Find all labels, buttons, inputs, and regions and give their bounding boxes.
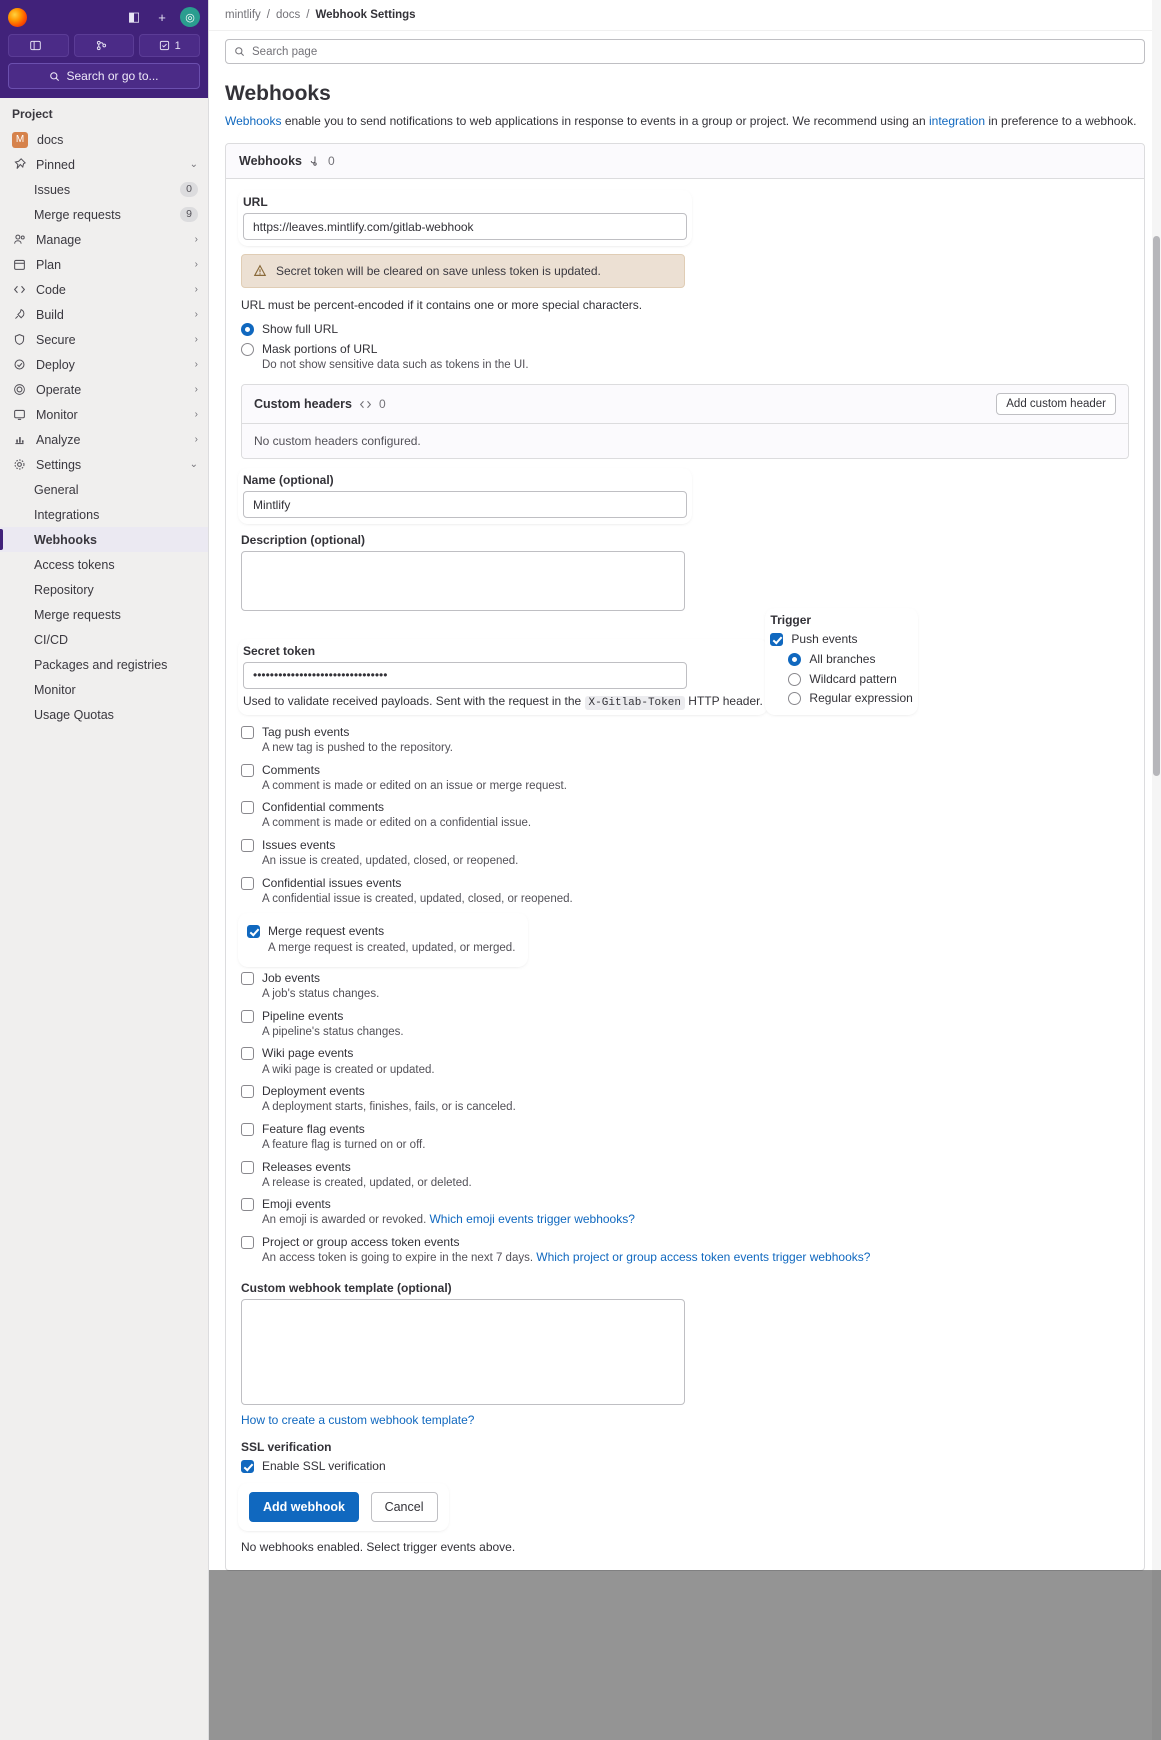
secret-token-warning-text: Secret token will be cleared on save unless token is updated. <box>276 264 601 279</box>
trigger-desc-text: A confidential issue is created, updated, closed, or reopened. <box>262 892 573 905</box>
sidebar-item-monitor[interactable] <box>0 402 208 427</box>
monitor-icon <box>12 407 27 422</box>
users-icon <box>12 232 27 247</box>
secret-token-hint <box>243 694 763 709</box>
custom-webhook-template-label: Custom webhook template (optional) <box>241 1280 452 1295</box>
secret-token-input[interactable] <box>243 662 687 689</box>
sidebar-item-label: Settings <box>36 457 82 472</box>
trigger-push-highlight <box>768 611 914 712</box>
trigger-desc-text: A pipeline's status changes. <box>262 1025 404 1038</box>
rocket-icon <box>12 307 27 322</box>
custom-headers-count: 0 <box>378 397 386 412</box>
page-description <box>225 113 1145 130</box>
gear-icon <box>12 457 27 472</box>
merge-requests-count-badge: 9 <box>180 207 198 222</box>
secret-token-label: Secret token <box>243 643 316 658</box>
sidebar-search-row <box>0 63 208 98</box>
trigger-desc-text: A merge request is created, updated, or merged. <box>268 941 516 954</box>
url-input[interactable] <box>243 213 687 240</box>
mask-url-radio[interactable] <box>241 343 254 356</box>
show-full-url-label: Show full URL <box>262 322 339 337</box>
search-or-go-to-button[interactable] <box>8 63 200 89</box>
trigger-desc-text: A new tag is pushed to the repository. <box>262 742 453 755</box>
job-events-checkbox[interactable] <box>241 972 254 985</box>
feature-flag-events-checkbox[interactable] <box>241 1123 254 1136</box>
webhooks-count: 0 <box>327 154 335 169</box>
webhooks-panel <box>225 143 1145 1570</box>
trigger-desc-text: A comment is made or edited on a confidential issue. <box>262 817 532 830</box>
push-events-label: Push events <box>791 632 858 647</box>
sidebar-item-plan[interactable] <box>0 252 208 277</box>
sidebar <box>0 0 209 1740</box>
mask-url-label: Mask portions of URL <box>262 341 378 356</box>
deployment-events-checkbox[interactable] <box>241 1085 254 1098</box>
trigger-label-text: Emoji events <box>262 1197 331 1212</box>
custom-headers-empty-state: No custom headers configured. <box>242 424 1128 458</box>
sidebar-item-label: Packages and registries <box>34 657 168 672</box>
mask-url-desc: Do not show sensitive data such as tokens in the UI. <box>262 358 529 371</box>
url-field-highlight <box>241 193 689 243</box>
sidebar-item-label: Manage <box>36 232 82 247</box>
trigger-label-text: Merge request events <box>268 924 385 939</box>
sidebar-item-label: docs <box>37 132 64 147</box>
add-webhook-button[interactable]: Add webhook <box>249 1492 359 1522</box>
shield-icon <box>12 332 27 347</box>
custom-headers-title: Custom headers <box>254 397 352 412</box>
add-custom-header-button[interactable]: Add custom header <box>996 393 1116 415</box>
sidebar-toggle-icon[interactable]: ◧ <box>127 9 141 24</box>
operate-icon <box>12 382 27 397</box>
sidebar-item-label: Access tokens <box>34 557 115 572</box>
trigger-desc-text: A job's status changes. <box>262 988 380 1001</box>
chevron-right-icon: › <box>194 284 198 295</box>
trigger-confidential-issues-events[interactable] <box>241 875 1129 908</box>
sidebar-nav-list <box>0 127 208 1740</box>
chevron-right-icon: › <box>194 309 198 320</box>
sidebar-item-merge-requests[interactable] <box>0 202 208 227</box>
sidebar-item-label: Integrations <box>34 507 100 522</box>
trigger-confidential-comments[interactable] <box>241 799 1129 832</box>
wildcard-pattern-label: Wildcard pattern <box>809 671 897 686</box>
enable-ssl-verification-label: Enable SSL verification <box>262 1458 386 1473</box>
search-icon <box>49 71 60 82</box>
webhook-form <box>226 179 1144 1569</box>
sidebar-item-webhooks[interactable] <box>0 527 208 552</box>
code-tag-icon <box>359 398 372 411</box>
search-page-placeholder: Search page <box>252 45 318 58</box>
custom-webhook-template-textarea[interactable] <box>241 1299 685 1405</box>
tool-merge-button[interactable] <box>74 34 135 57</box>
sidebar-item-label: Repository <box>34 582 94 597</box>
trigger-desc-text: A comment is made or edited on an issue or merge request. <box>262 779 567 792</box>
form-actions-highlight <box>241 1486 446 1528</box>
emoji-events-doc-link[interactable]: Which emoji events trigger webhooks? <box>429 1212 635 1227</box>
name-input[interactable] <box>243 491 687 518</box>
trigger-label-text: Deployment events <box>262 1084 365 1099</box>
regular-expression-label: Regular expression <box>809 690 913 705</box>
page-scrollbar[interactable] <box>1152 0 1161 1740</box>
sidebar-item-label: Deploy <box>36 357 75 372</box>
chevron-right-icon: › <box>194 334 198 345</box>
secret-token-value: •••••••••••••••••••••••••••••••• <box>253 668 388 683</box>
tag-push-events-checkbox[interactable] <box>241 726 254 739</box>
sidebar-item-label: Merge requests <box>34 207 121 222</box>
show-full-url-radio-row[interactable] <box>241 321 1129 337</box>
trigger-desc-text: An emoji is awarded or revoked. <box>262 1214 430 1227</box>
deploy-icon <box>12 357 27 372</box>
access-token-events-doc-link[interactable]: Which project or group access token events trigger webhooks? <box>536 1250 871 1265</box>
url-label: URL <box>243 195 268 210</box>
trigger-desc-text: A deployment starts, finishes, fails, or is canceled. <box>262 1101 516 1114</box>
merge-request-events-checkbox[interactable] <box>247 925 260 938</box>
trigger-label-text: Issues events <box>262 837 336 852</box>
sidebar-item-label: Monitor <box>34 682 76 697</box>
trigger-label-text: Project or group access token events <box>262 1234 460 1249</box>
chevron-right-icon: › <box>194 434 198 445</box>
sidebar-item-usage-quotas[interactable] <box>0 702 208 727</box>
chevron-right-icon: › <box>194 384 198 395</box>
main-content <box>209 0 1161 1740</box>
sidebar-item-repository[interactable] <box>0 577 208 602</box>
hook-icon <box>309 155 321 167</box>
tool-todo-button[interactable] <box>139 34 200 57</box>
breadcrumb <box>209 0 1161 31</box>
search-page-wrap <box>209 31 1161 68</box>
sidebar-item-cicd[interactable] <box>0 627 208 652</box>
sidebar-item-pinned[interactable] <box>0 152 208 177</box>
ssl-verification-label: SSL verification <box>241 1439 332 1454</box>
all-branches-row[interactable] <box>788 651 912 667</box>
todo-icon <box>159 40 170 51</box>
code-icon <box>12 282 27 297</box>
search-or-go-to-label: Search or go to... <box>66 69 159 83</box>
confidential-issues-events-checkbox[interactable] <box>241 877 254 890</box>
trigger-merge-request-events[interactable] <box>247 923 515 956</box>
sidebar-item-manage[interactable] <box>0 227 208 252</box>
trigger-desc-text: An issue is created, updated, closed, or reopened. <box>262 855 519 868</box>
trigger-issues-events[interactable] <box>241 837 1129 870</box>
trigger-feature-flag-events[interactable] <box>241 1121 1129 1154</box>
sidebar-item-label: Monitor <box>36 407 78 422</box>
trigger-emoji-events[interactable] <box>241 1196 1129 1229</box>
sidebar-section-title: Project <box>0 98 208 127</box>
name-field-highlight <box>241 471 689 521</box>
sidebar-item-monitor-settings[interactable] <box>0 677 208 702</box>
firefox-logo <box>8 8 27 27</box>
webhooks-panel-title: Webhooks <box>239 154 302 169</box>
chevron-right-icon: › <box>194 359 198 370</box>
description-label: Description (optional) <box>241 533 365 548</box>
trigger-desc-text: An access token is going to expire in the next 7 days. <box>262 1252 537 1265</box>
trigger-label-text: Tag push events <box>262 724 350 739</box>
all-branches-label: All branches <box>809 652 876 667</box>
sidebar-item-label: General <box>34 482 79 497</box>
breadcrumb-current: Webhook Settings <box>315 9 416 21</box>
page-title: Webhooks <box>225 82 331 105</box>
sidebar-item-label: Pinned <box>36 157 75 172</box>
secret-token-hint-1: Used to validate received payloads. Sent with the request in the <box>243 693 585 708</box>
page-content <box>209 68 1161 1571</box>
trigger-label-text: Releases events <box>262 1159 351 1174</box>
wiki-page-events-checkbox[interactable] <box>241 1047 254 1060</box>
trigger-events-list <box>241 724 1129 1267</box>
sidebar-item-packages-and-registries[interactable] <box>0 652 208 677</box>
wildcard-pattern-radio[interactable] <box>788 673 801 686</box>
sidebar-item-settings[interactable] <box>0 452 208 477</box>
secret-token-highlight <box>241 642 765 712</box>
push-events-row[interactable] <box>770 631 912 647</box>
browser-chrome <box>0 0 208 34</box>
trigger-label-text: Job events <box>262 971 321 986</box>
webhooks-doc-link[interactable]: Webhooks <box>225 114 282 128</box>
account-avatar[interactable]: ◎ <box>180 7 200 27</box>
trigger-tag-push-events[interactable] <box>241 724 1129 757</box>
search-icon <box>234 46 245 57</box>
pipeline-events-checkbox[interactable] <box>241 1010 254 1023</box>
sidebar-icon <box>30 40 41 51</box>
breadcrumb-item-project[interactable]: docs <box>275 9 301 21</box>
sidebar-item-label: Plan <box>36 257 62 272</box>
trigger-desc-text: A feature flag is turned on or off. <box>262 1139 426 1152</box>
trigger-desc-text: A release is created, updated, or deleted. <box>262 1176 472 1189</box>
sidebar-item-issues[interactable] <box>0 177 208 202</box>
chevron-down-icon: ⌄ <box>189 459 198 470</box>
trigger-label-text: Confidential issues events <box>262 875 402 890</box>
integration-doc-link[interactable]: integration <box>928 114 986 128</box>
sidebar-item-analyze[interactable] <box>0 427 208 452</box>
trigger-wiki-page-events[interactable] <box>241 1045 1129 1078</box>
secret-token-header-code: X-Gitlab-Token <box>585 696 685 710</box>
trigger-desc-text: A wiki page is created or updated. <box>262 1063 435 1076</box>
pin-icon <box>12 157 27 172</box>
bottom-overlay-dim <box>209 1570 1161 1740</box>
calendar-icon <box>12 257 27 272</box>
sidebar-item-label: Issues <box>34 182 71 197</box>
cancel-button[interactable]: Cancel <box>371 1492 438 1522</box>
name-label: Name (optional) <box>243 473 334 488</box>
project-avatar: M <box>12 132 28 148</box>
sidebar-item-label: Webhooks <box>34 532 97 547</box>
sidebar-item-label: Code <box>36 282 66 297</box>
sidebar-item-deploy[interactable] <box>0 352 208 377</box>
sidebar-item-secure[interactable] <box>0 327 208 352</box>
regular-expression-row[interactable] <box>788 690 912 706</box>
chevron-right-icon: › <box>194 409 198 420</box>
wildcard-pattern-row[interactable] <box>788 671 912 687</box>
tool-todo-count: 1 <box>174 39 181 52</box>
sidebar-item-build[interactable] <box>0 302 208 327</box>
breadcrumb-separator: / <box>266 9 270 21</box>
secret-token-warning <box>241 254 685 288</box>
access-token-events-checkbox[interactable] <box>241 1236 254 1249</box>
sidebar-item-access-tokens[interactable] <box>0 552 208 577</box>
trigger-label-text: Feature flag events <box>262 1121 365 1136</box>
regular-expression-radio[interactable] <box>788 692 801 705</box>
warning-icon <box>253 264 267 278</box>
issues-events-checkbox[interactable] <box>241 839 254 852</box>
push-events-checkbox[interactable] <box>770 633 783 646</box>
description-textarea[interactable] <box>241 551 685 611</box>
enable-ssl-verification-row[interactable] <box>241 1458 1129 1474</box>
enable-ssl-verification-checkbox[interactable] <box>241 1460 254 1473</box>
sidebar-item-integrations[interactable] <box>0 502 208 527</box>
url-hint: URL must be percent-encoded if it contains one or more special characters. <box>241 298 643 313</box>
confidential-comments-checkbox[interactable] <box>241 801 254 814</box>
sidebar-item-operate[interactable] <box>0 377 208 402</box>
trigger-label-text: Pipeline events <box>262 1008 344 1023</box>
all-branches-radio[interactable] <box>788 653 801 666</box>
sidebar-item-project-docs[interactable] <box>0 127 208 152</box>
merge-icon <box>96 40 107 51</box>
trigger-comments[interactable] <box>241 762 1129 795</box>
webhooks-footer-note: No webhooks enabled. Select trigger events above. <box>241 1539 516 1554</box>
gitlab-tool-row <box>0 34 208 63</box>
sidebar-item-code[interactable] <box>0 277 208 302</box>
breadcrumb-item-group[interactable]: mintlify <box>225 9 261 21</box>
trigger-label-text: Confidential comments <box>262 800 385 815</box>
trigger-job-events[interactable] <box>241 970 1129 1003</box>
webhooks-panel-header <box>226 144 1144 179</box>
custom-headers-panel <box>241 384 1129 459</box>
issues-count-badge: 0 <box>180 182 198 197</box>
breadcrumb-separator: / <box>306 9 310 21</box>
search-page-input[interactable] <box>225 39 1145 64</box>
push-branch-options <box>788 651 912 706</box>
page-desc-part-2: in preference to a webhook. <box>985 114 1137 128</box>
analyze-icon <box>12 432 27 447</box>
trigger-label: Trigger <box>770 613 812 628</box>
secret-token-hint-2: HTTP header. <box>684 693 763 708</box>
custom-webhook-template-link[interactable]: How to create a custom webhook template? <box>241 1412 475 1427</box>
sidebar-item-label: Build <box>36 307 64 322</box>
sidebar-item-label: Merge requests <box>34 607 121 622</box>
sidebar-item-label: Secure <box>36 332 76 347</box>
trigger-deployment-events[interactable] <box>241 1083 1129 1116</box>
sidebar-item-general[interactable] <box>0 477 208 502</box>
page-desc-part-1: enable you to send notifications to web applications in response to events in a group or project. We recommend using an <box>281 114 929 128</box>
sidebar-item-merge-requests-settings[interactable] <box>0 602 208 627</box>
sidebar-item-label: Analyze <box>36 432 81 447</box>
chevron-down-icon: ⌄ <box>189 159 198 170</box>
mask-url-radio-row[interactable] <box>241 341 1129 374</box>
sidebar-item-label: Operate <box>36 382 82 397</box>
trigger-releases-events[interactable] <box>241 1159 1129 1192</box>
new-tab-icon[interactable]: + <box>158 9 166 25</box>
url-input-value: https://leaves.mintlify.com/gitlab-webhook <box>253 219 474 234</box>
trigger-label-text: Wiki page events <box>262 1046 354 1061</box>
sidebar-item-label: CI/CD <box>34 632 69 647</box>
trigger-pipeline-events[interactable] <box>241 1008 1129 1041</box>
custom-headers-header <box>242 385 1128 424</box>
comments-checkbox[interactable] <box>241 764 254 777</box>
trigger-label-text: Comments <box>262 762 321 777</box>
emoji-events-checkbox[interactable] <box>241 1198 254 1211</box>
show-full-url-radio[interactable] <box>241 323 254 336</box>
tool-sidebar-button[interactable] <box>8 34 69 57</box>
merge-request-events-highlight <box>241 916 525 964</box>
chevron-right-icon: › <box>194 259 198 270</box>
trigger-access-token-events[interactable] <box>241 1234 1129 1267</box>
page-scrollbar-thumb[interactable] <box>1153 236 1160 776</box>
releases-events-checkbox[interactable] <box>241 1161 254 1174</box>
sidebar-item-label: Usage Quotas <box>34 707 114 722</box>
chevron-right-icon: › <box>194 234 198 245</box>
name-input-value: Mintlify <box>253 497 291 512</box>
